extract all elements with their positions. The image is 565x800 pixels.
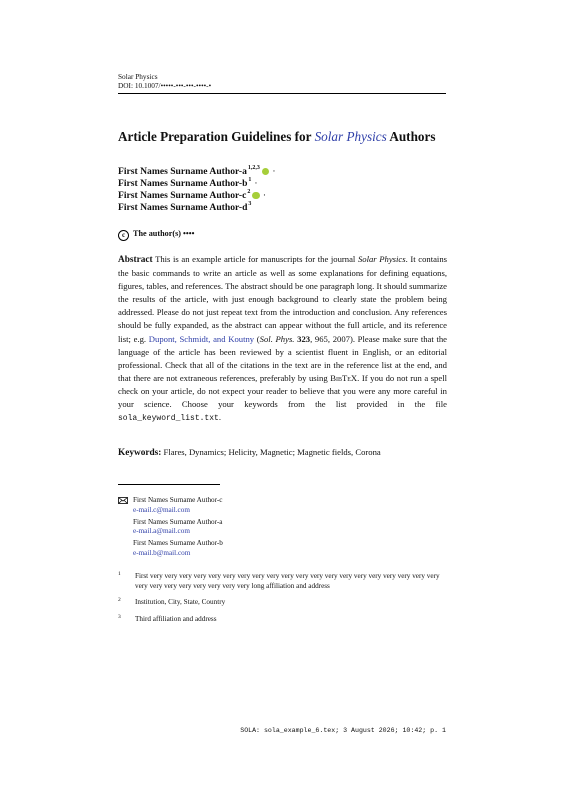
contact-author-a: First Names Surname Author-a e-mail.a@mail.com [118,518,448,537]
email-link[interactable]: e-mail.a@mail.com [133,527,190,536]
author-a: First Names Surname Author-$a^{1,2,3}$ · [118,165,276,177]
contact-list [118,496,448,561]
abstract: Abstract This is an example article for manuscripts for the journal Solar Physics. It contains the basic commands to write an article as well as some explanations for defining equations, figures, tables, and references. The abstract should be one paragraph long. It should summarize the results of the article, with just enough background to clearly state the problem being addressed. Please do not just repeat text from the introduction and conclusion. Any references should be fully expanded, as the abstract can appear without the full article, and its reference list; e.g. Dupont, Schmidt, and Koutny (Sol. Phys. 323, 965, 2007). Please make sure that the language of the article has been reviewed by a scientist fluent in English, or an editorial professional. Check that all of the citations in the text are in the reference list at the end, and that there are not extraneous references, preferably by using BibTeX. If you do not run a spell check on your article, do not expect your reader to believe that you were any more careful in your science. Choose your keywords from the list provided in the file sola_keyword_list.txt. [118,254,448,424]
copyright-notice: c The author(s) •••• [118,229,195,241]
email-link[interactable]: e-mail.c@mail.com [133,505,190,514]
article-title: Article Preparation Guidelines for Solar Physics Authors [118,129,436,144]
envelope-icon [118,497,128,504]
author-d: First Names Surname Author-$d^3$ [118,201,252,213]
orcid-icon[interactable] [252,192,260,200]
author-b: First Names Surname Author-$b^1$ · [118,177,258,189]
author-c: First Names Surname Author-$c^2$ · [118,189,267,201]
contact-author-b: First Names Surname Author-b e-mail.b@mail.com [118,539,448,558]
orcid-icon[interactable] [262,168,270,176]
citation-link[interactable]: Dupont, Schmidt, and Koutny [148,333,255,344]
title-journal: Solar Physics [314,129,387,144]
footnote-rule [118,484,220,485]
copyright-icon: c [118,230,129,241]
abstract-label: Abstract [118,255,153,265]
header-rule [118,93,446,94]
keywords-label: Keywords: [118,448,162,458]
page-footer: SOLA: sola_example_6.tex; 3 August 2026; 10:42; p. 1 [240,727,446,734]
affiliation-3: 3 Third affiliation and address [118,613,217,623]
affiliation-1: 1 First very very very very very very very very very very very very very very very very very very very very very very very very very very very very long affiliation and address [118,571,440,590]
running-header [118,72,446,90]
email-link[interactable]: e-mail.b@mail.com [133,548,191,557]
contact-author-c: First Names Surname Author-c e-mail.c@mail.com [118,496,448,515]
affiliation-list [118,572,448,631]
journal-name: Solar Physics [118,72,158,81]
keywords: Keywords: Flares, Dynamics; Helicity, Magnetic; Magnetic fields, Corona [118,447,381,458]
affiliation-2: 2 Institution, City, State, Country [118,597,226,607]
doi: DOI: 10.1007/•••••-•••-•••-••••-• [118,81,212,90]
